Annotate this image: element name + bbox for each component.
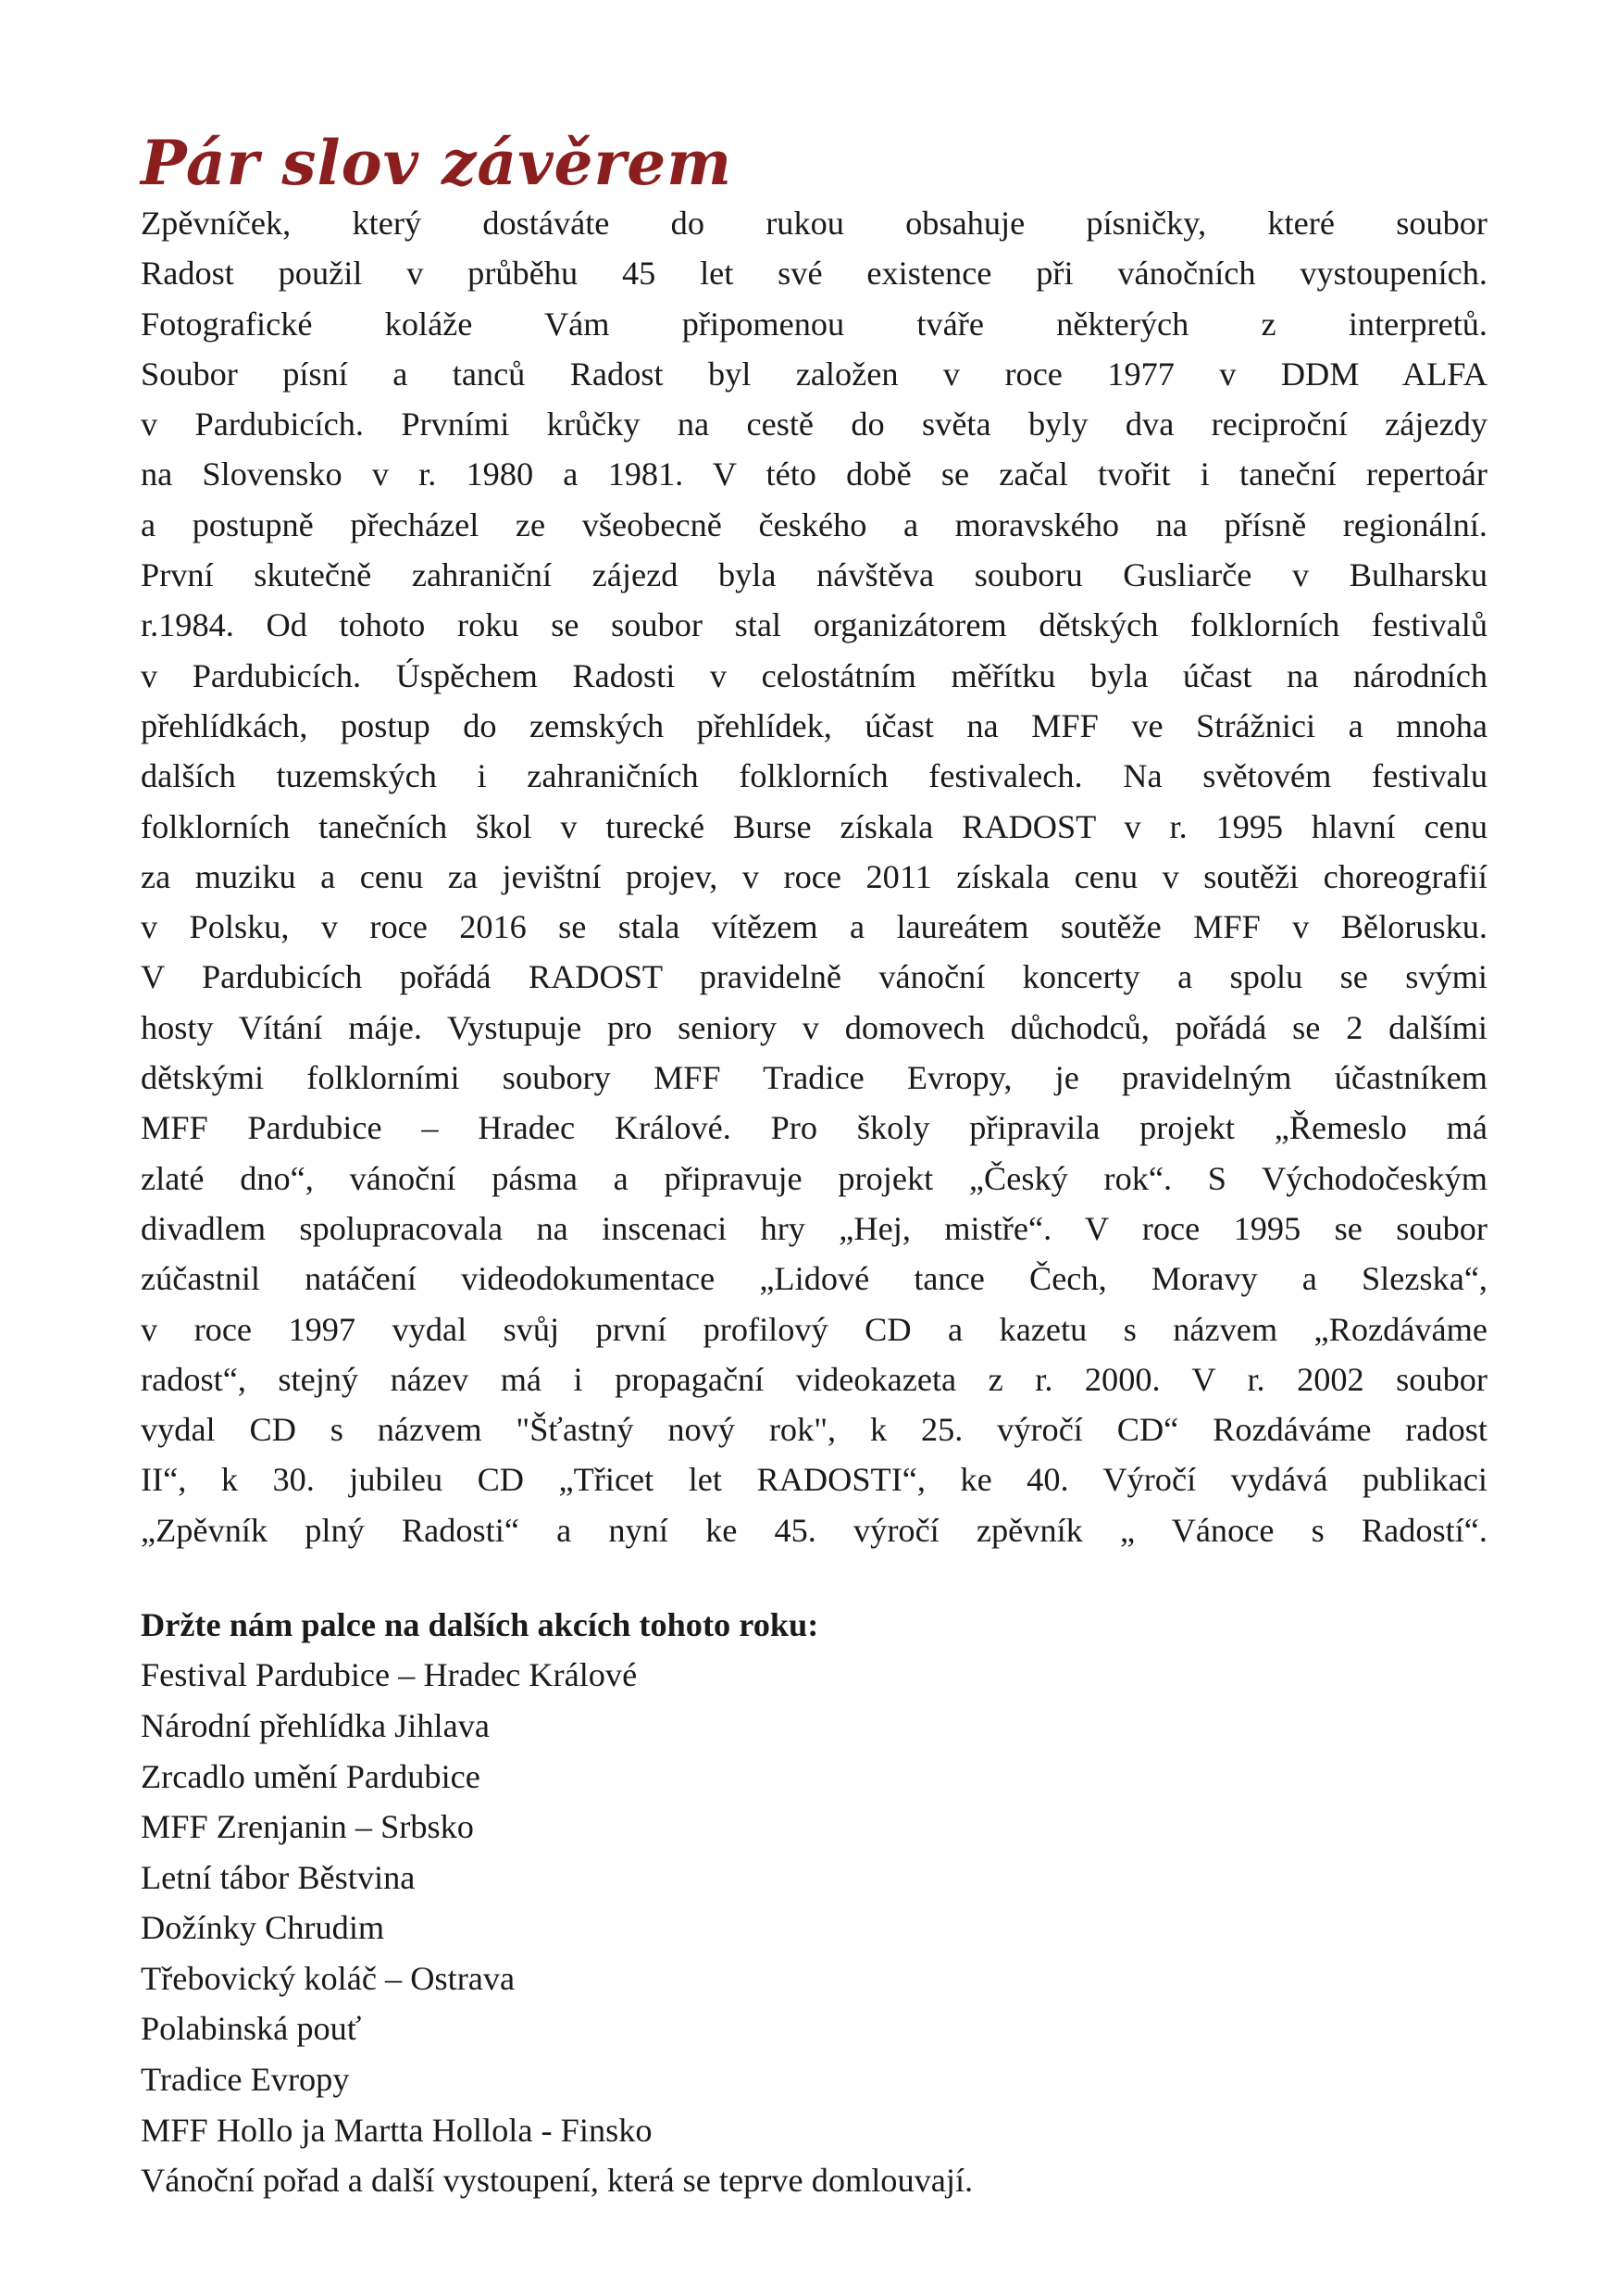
paragraph-line: Fotografické koláže Vám připomenou tváře některých z interpretů. bbox=[141, 305, 1487, 343]
paragraph-line: V Pardubicích pořádá RADOST pravidelně vánoční koncerty a spolu se svými bbox=[141, 958, 1487, 996]
paragraph-line: za muziku a cenu za jevištní projev, v roce 2011 získala cenu v soutěži choreografií bbox=[141, 857, 1487, 895]
paragraph-line: r.1984. Od tohoto roku se soubor stal organizátorem dětských folklorních festivalů bbox=[141, 606, 1487, 644]
paragraph-line: dalších tuzemských i zahraničních folklorních festivalech. Na světovém festivalu bbox=[141, 757, 1487, 795]
paragraph-line: dětskými folklorními soubory MFF Tradice Evropy, je pravidelným účastníkem bbox=[141, 1059, 1487, 1097]
paragraph-line: hosty Vítání máje. Vystupuje pro seniory v domovech důchodců, pořádá se 2 dalšími bbox=[141, 1008, 1487, 1046]
event-item: Zrcadlo umění Pardubice bbox=[141, 1757, 480, 1795]
paragraph-line: První skutečně zahraniční zájezd byla návštěva souboru Gusliarče v Bulharsku bbox=[141, 556, 1487, 594]
paragraph-line: v Pardubicích. Úspěchem Radosti v celostátním měřítku byla účast na národních bbox=[141, 656, 1487, 694]
paragraph-line: Radost použil v průběhu 45 let své existence při vánočních vystoupeních. bbox=[141, 255, 1487, 293]
paragraph-line: vydal CD s názvem "Šťastný nový rok", k 25. výročí CD“ Rozdáváme radost bbox=[141, 1411, 1487, 1449]
event-item: Vánoční pořad a další vystoupení, která se teprve domlouvají. bbox=[141, 2162, 974, 2200]
paragraph-line: zlaté dno“, vánoční pásma a připravuje projekt „Český rok“. S Východočeským bbox=[141, 1159, 1487, 1197]
paragraph-line: MFF Pardubice – Hradec Králové. Pro školy připravila projekt „Řemeslo má bbox=[141, 1109, 1487, 1147]
events-list bbox=[141, 1650, 1487, 2206]
paragraph-line: přehlídkách, postup do zemských přehlídek, účast na MFF ve Strážnici a mnoha bbox=[141, 706, 1487, 744]
event-item: MFF Zrenjanin – Srbsko bbox=[141, 1808, 474, 1846]
paragraph-line: v roce 1997 vydal svůj první profilový CD a kazetu s názvem „Rozdáváme bbox=[141, 1310, 1487, 1348]
paragraph-line: v Polsku, v roce 2016 se stala vítězem a laureátem soutěže MFF v Bělorusku. bbox=[141, 908, 1487, 946]
intro-paragraph bbox=[141, 198, 1487, 1555]
paragraph-line: Soubor písní a tanců Radost byl založen v roce 1977 v DDM ALFA bbox=[141, 355, 1487, 393]
event-item: Letní tábor Běstvina bbox=[141, 1858, 416, 1896]
events-heading: Držte nám palce na dalších akcích tohoto roku: bbox=[141, 1606, 819, 1644]
page-title: Pár slov závěrem bbox=[141, 127, 733, 199]
event-item: Dožínky Chrudim bbox=[141, 1909, 385, 1947]
paragraph-line: na Slovensko v r. 1980 a 1981. V této době se začal tvořit i taneční repertoár bbox=[141, 455, 1487, 493]
paragraph-line: II“, k 30. jubileu CD „Třicet let RADOSTI“, ke 40. Výročí vydává publikaci bbox=[141, 1461, 1487, 1499]
paragraph-line: Zpěvníček, který dostáváte do rukou obsahuje písničky, které soubor bbox=[141, 205, 1487, 242]
paragraph-line: divadlem spolupracovala na inscenaci hry „Hej, mistře“. V roce 1995 se soubor bbox=[141, 1209, 1487, 1247]
paragraph-line: „Zpěvník plný Radosti“ a nyní ke 45. výročí zpěvník „ Vánoce s Radostí“. bbox=[141, 1511, 1487, 1549]
paragraph-line: folklorních tanečních škol v turecké Burse získala RADOST v r. 1995 hlavní cenu bbox=[141, 807, 1487, 845]
event-item: Tradice Evropy bbox=[141, 2061, 350, 2099]
document-page bbox=[141, 127, 1487, 2206]
event-item: MFF Hollo ja Martta Hollola - Finsko bbox=[141, 2111, 653, 2149]
event-item: Národní přehlídka Jihlava bbox=[141, 1706, 490, 1744]
event-item: Polabinská pouť bbox=[141, 2010, 362, 2048]
paragraph-line: a postupně přecházel ze všeobecně českého a moravského na přísně regionální. bbox=[141, 505, 1487, 543]
event-item: Třebovický koláč – Ostrava bbox=[141, 1959, 516, 1997]
paragraph-line: zúčastnil natáčení videodokumentace „Lidové tance Čech, Moravy a Slezska“, bbox=[141, 1260, 1487, 1298]
paragraph-line: v Pardubicích. Prvními krůčky na cestě do světa byly dva reciproční zájezdy bbox=[141, 406, 1487, 443]
event-item: Festival Pardubice – Hradec Králové bbox=[141, 1656, 638, 1694]
paragraph-line: radost“, stejný název má i propagační videokazeta z r. 2000. V r. 2002 soubor bbox=[141, 1360, 1487, 1398]
